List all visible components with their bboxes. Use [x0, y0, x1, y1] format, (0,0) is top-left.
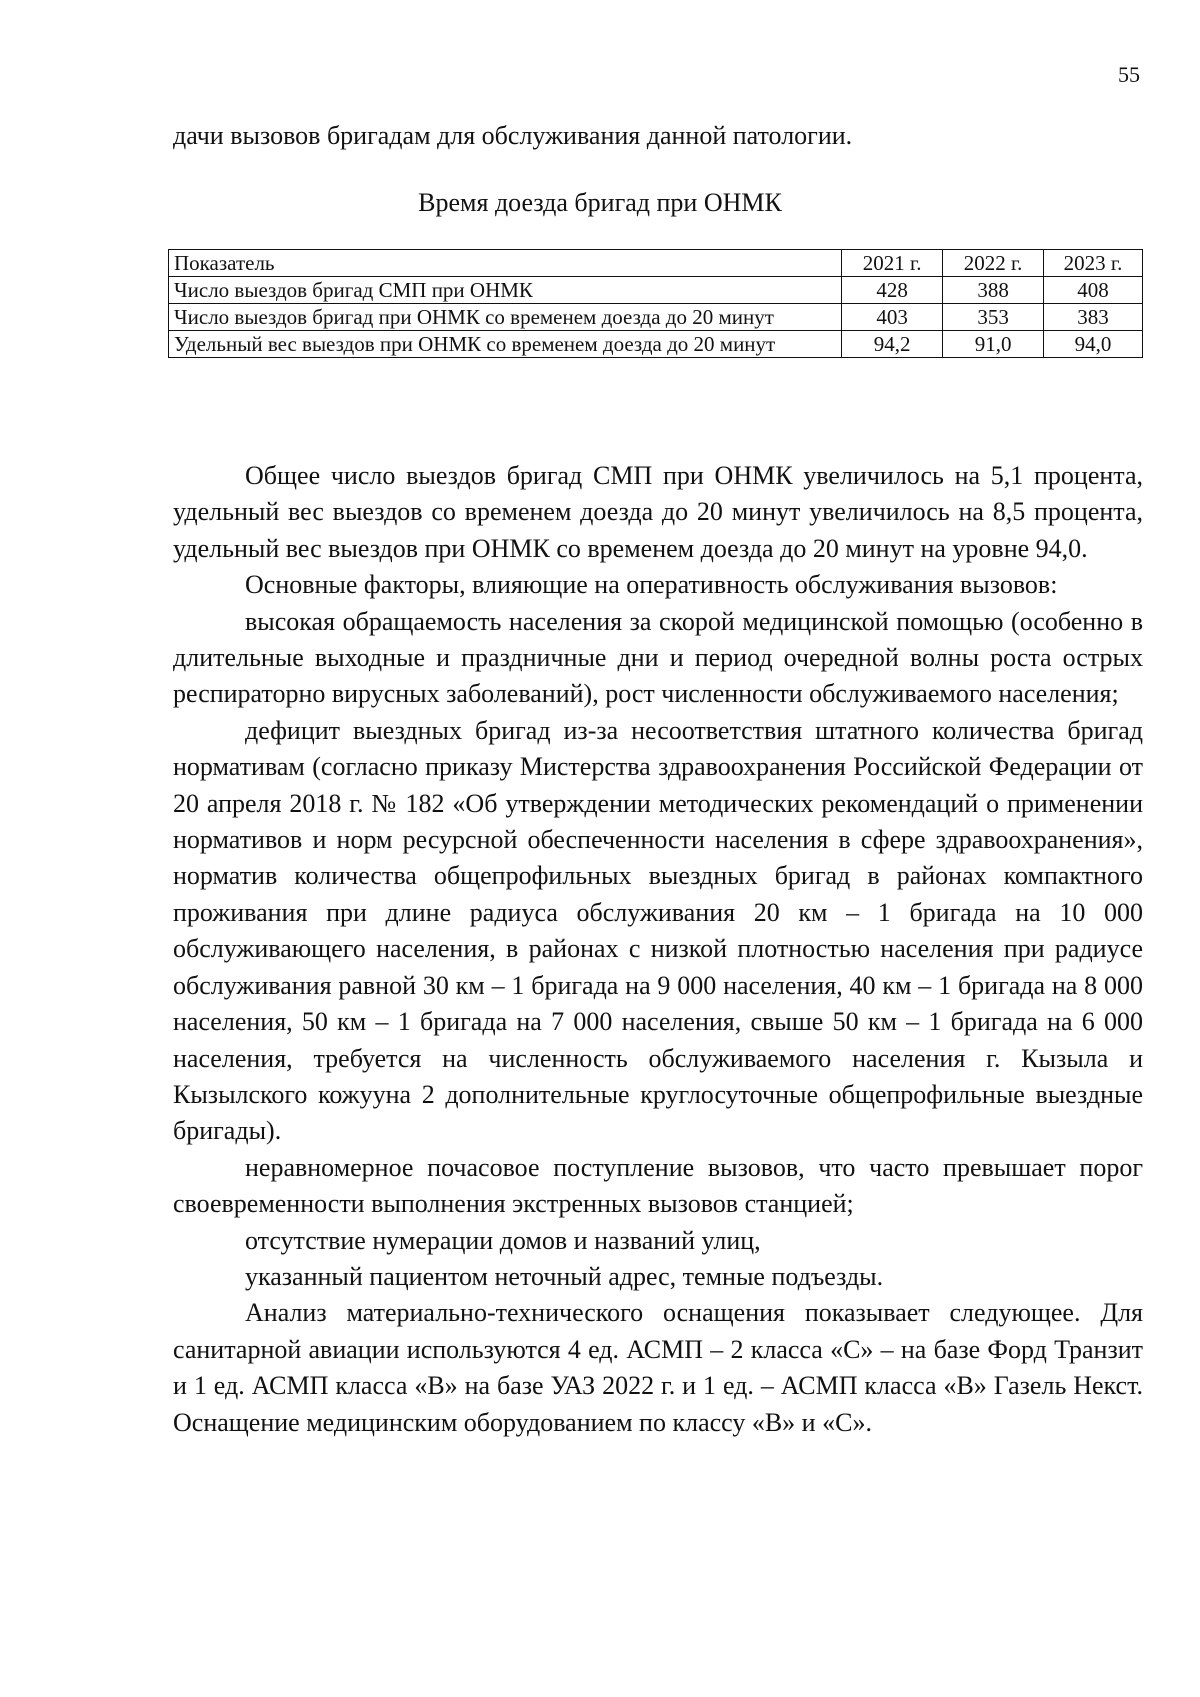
data-table — [168, 249, 1143, 358]
row-label: Удельный вес выездов при ОНМК со временем доезда до 20 минут — [169, 331, 842, 358]
paragraph: неравномерное почасовое поступление вызовов, что часто превышает порог своевременности выполнения экстренных вызовов станцией; — [173, 1152, 1143, 1219]
table-title: Время доезда бригад при ОНМК — [418, 188, 782, 217]
row-label: Число выездов бригад СМП при ОНМК — [169, 277, 842, 304]
table-cell: 353 — [943, 304, 1044, 331]
table-cell: 403 — [842, 304, 943, 331]
paragraph: дефицит выездных бригад из-за несоответствия штатного количества бригад нормативам (согласно приказу Мистерства здравоохранения Российской Федерации от 20 апреля 2018 г. № 182 «Об утверждении методических рекомендаций о применении нормативов и норм ресурсной обеспеченности населения в сфере здравоохранения», норматив количества общепрофильных выездных бригад в районах компактного проживания при длине радиуса обслуживания 20 км – 1 бригада на 10 000 обслуживающего населения, в районах с низкой плотностью населения при радиусе обслуживания равной 30 км – 1 бригада на 9 000 населения, 40 км – 1 бригада на 8 000 населения, 50 км – 1 бригада на 7 000 населения, свыше 50 км – 1 бригада на 6 000 населения, требуется на численность обслуживаемого населения г. Кызыла и Кызылского кожууна 2 дополнительные круглосуточные общепрофильные выездные бригады). — [173, 715, 1143, 1146]
paragraph: Анализ материально-технического оснащения показывает следующее. Для санитарной авиации используются 4 ед. АСМП – 2 класса «С» – на базе Форд Транзит и 1 ед. АСМП класса «В» на базе УАЗ 2022 г. и 1 ед. – АСМП класса «В» Газель Некст. Оснащение медицинским оборудованием по классу «В» и «С». — [173, 1298, 1143, 1437]
lead-text: дачи вызовов бригадам для обслуживания данной патологии. — [173, 121, 853, 150]
table-cell: 388 — [943, 277, 1044, 304]
paragraph: Основные факторы, влияющие на оперативность обслуживания вызовов: — [245, 570, 1058, 600]
page-number: 55 — [1118, 62, 1140, 87]
header-cell: 2022 г. — [943, 250, 1044, 277]
paragraph: высокая обращаемость населения за скорой медицинской помощью (особенно в длительные выходные и праздничные дни и период очередной волны роста острых респираторно вирусных заболеваний), рост численности обслуживаемого населения; — [173, 606, 1143, 709]
header-cell: 2021 г. — [842, 250, 943, 277]
body-text — [173, 458, 1143, 1441]
header-cell: 2023 г. — [1044, 250, 1143, 277]
paragraph: указанный пациентом неточный адрес, темные подъезды. — [245, 1261, 884, 1291]
table-row — [169, 277, 1143, 304]
paragraph: отсутствие нумерации домов и названий улиц, — [245, 1225, 761, 1255]
table-row — [169, 304, 1143, 331]
table-cell: 408 — [1044, 277, 1143, 304]
table-cell: 383 — [1044, 304, 1143, 331]
table-cell: 94,0 — [1044, 331, 1143, 358]
table-cell: 91,0 — [943, 331, 1044, 358]
table-header-row — [169, 250, 1143, 277]
row-label: Число выездов бригад при ОНМК со временем доезда до 20 минут — [169, 304, 842, 331]
table-cell: 94,2 — [842, 331, 943, 358]
table-cell: 428 — [842, 277, 943, 304]
table-row — [169, 331, 1143, 358]
paragraph: Общее число выездов бригад СМП при ОНМК увеличилось на 5,1 процента, удельный вес выездов со временем доезда до 20 минут увеличилось на 8,5 процента, удельный вес выездов при ОНМК со временем доезда до 20 минут на уровне 94,0. — [173, 461, 1143, 563]
header-cell: Показатель — [169, 250, 842, 277]
